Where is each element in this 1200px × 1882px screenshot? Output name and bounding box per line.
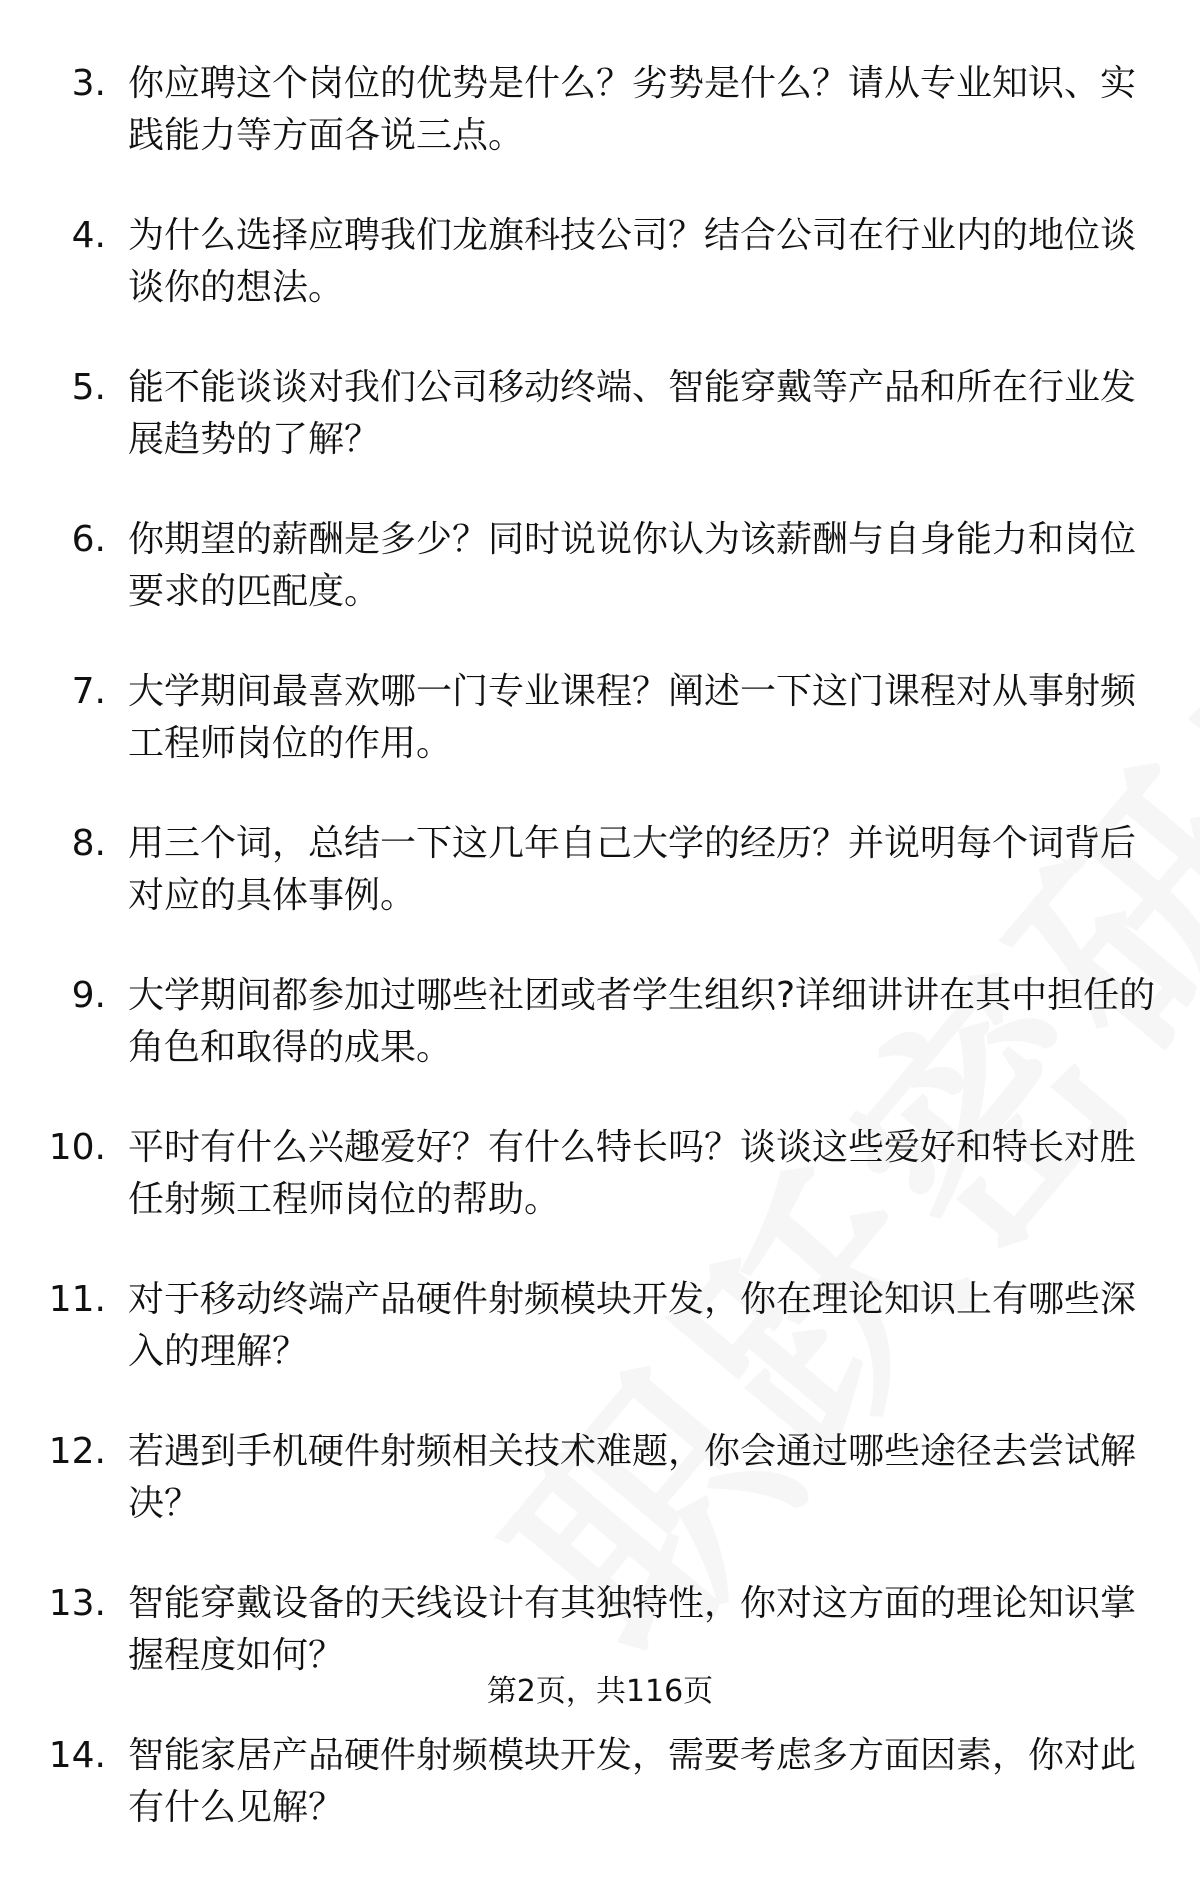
question-number: 9. — [71, 975, 106, 1016]
question-text: 用三个词，总结一下这几年自己大学的经历？并说明每个词背后对应的具体事例。 — [128, 823, 1137, 916]
question-text: 大学期间都参加过哪些社团或者学生组织?详细讲讲在其中担任的角色和取得的成果。 — [128, 975, 1156, 1068]
question-text: 为什么选择应聘我们龙旗科技公司？结合公司在行业内的地位谈谈你的想法。 — [128, 215, 1137, 308]
question-item — [0, 210, 1200, 314]
question-number: 6. — [71, 519, 106, 560]
question-number: 12. — [48, 1431, 106, 1472]
question-item — [0, 1274, 1200, 1378]
question-item — [0, 1730, 1200, 1834]
question-text: 你期望的薪酬是多少？同时说说你认为该薪酬与自身能力和岗位要求的匹配度。 — [128, 519, 1137, 612]
question-number: 13. — [48, 1583, 106, 1624]
question-number: 11. — [48, 1279, 106, 1320]
question-number: 14. — [48, 1735, 106, 1776]
question-list — [0, 58, 1200, 1882]
question-item — [0, 362, 1200, 466]
question-item — [0, 666, 1200, 770]
question-number: 10. — [48, 1127, 106, 1168]
page-footer: 第2页，共116页 — [486, 1674, 714, 1709]
question-item — [0, 970, 1200, 1074]
question-number: 8. — [71, 823, 106, 864]
question-text: 若遇到手机硬件射频相关技术难题，你会通过哪些途径去尝试解决？ — [128, 1431, 1137, 1524]
question-number: 4. — [71, 215, 106, 256]
question-text: 能不能谈谈对我们公司移动终端、智能穿戴等产品和所在行业发展趋势的了解？ — [128, 367, 1137, 460]
question-text: 智能穿戴设备的天线设计有其独特性，你对这方面的理论知识掌握程度如何？ — [128, 1583, 1137, 1676]
question-item — [0, 514, 1200, 618]
question-text: 你应聘这个岗位的优势是什么？劣势是什么？请从专业知识、实践能力等方面各说三点。 — [128, 63, 1137, 156]
question-text: 对于移动终端产品硬件射频模块开发，你在理论知识上有哪些深入的理解？ — [128, 1279, 1137, 1372]
question-text: 大学期间最喜欢哪一门专业课程？阐述一下这门课程对从事射频工程师岗位的作用。 — [128, 671, 1137, 764]
question-number: 3. — [71, 63, 106, 104]
question-text: 平时有什么兴趣爱好？有什么特长吗？谈谈这些爱好和特长对胜任射频工程师岗位的帮助。 — [128, 1127, 1137, 1220]
question-number: 7. — [71, 671, 106, 712]
question-item — [0, 1578, 1200, 1682]
question-item — [0, 58, 1200, 162]
question-item — [0, 1122, 1200, 1226]
question-item — [0, 818, 1200, 922]
question-text: 智能家居产品硬件射频模块开发，需要考虑多方面因素，你对此有什么见解？ — [128, 1735, 1137, 1828]
question-number: 5. — [71, 367, 106, 408]
question-item — [0, 1426, 1200, 1530]
